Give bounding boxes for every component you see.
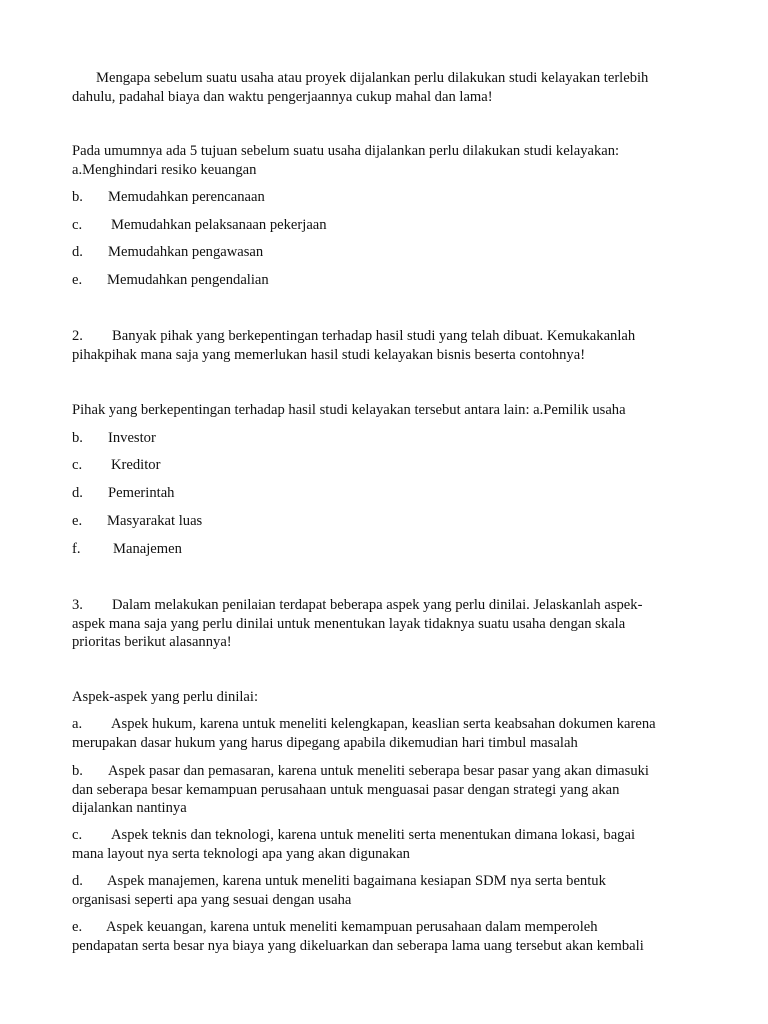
- list-text: Pemerintah: [108, 485, 175, 501]
- list-text: Manajemen: [113, 541, 182, 557]
- q3-answer-intro: Aspek-aspek yang perlu dinilai:: [72, 689, 259, 705]
- list-text: Masyarakat luas: [107, 513, 203, 529]
- aspect-first-line: Aspek pasar dan pemasaran, karena untuk meneliti seberapa besar pasar yang akan dimasuki: [108, 763, 649, 779]
- q3-question: [72, 596, 692, 652]
- list-label: b.: [72, 430, 83, 446]
- aspect-first-line: Aspek keuangan, karena untuk meneliti kemampuan perusahaan dalam memperoleh: [106, 919, 598, 935]
- aspect-continuation-line: organisasi seperti apa yang sesuai dengan usaha: [72, 891, 352, 908]
- list-label: e.: [72, 919, 83, 935]
- q3-aspect-item: [72, 715, 692, 752]
- aspect-first-line: Aspek hukum, karena untuk meneliti kelengkapan, keaslian serta keabsahan dokumen karena: [111, 716, 656, 732]
- q2-question: [72, 327, 692, 364]
- q3-aspect-item: [72, 762, 692, 818]
- list-text: Memudahkan pengendalian: [107, 272, 269, 288]
- aspect-first-line: Aspek teknis dan teknologi, karena untuk meneliti serta menentukan dimana lokasi, bagai: [111, 827, 636, 843]
- q2-list-item: [72, 484, 692, 503]
- q2-list-item: [72, 456, 692, 475]
- list-label: c.: [72, 217, 83, 233]
- q1-list-item: [72, 188, 692, 207]
- list-text: Memudahkan pengawasan: [108, 244, 264, 260]
- q1-answer-intro: [72, 142, 692, 179]
- q3-number: 3.: [72, 597, 83, 613]
- list-label: e.: [72, 513, 83, 529]
- list-text: Memudahkan pelaksanaan pekerjaan: [111, 217, 327, 233]
- q2-list-item: [72, 429, 692, 448]
- q3-aspect-item: [72, 918, 692, 955]
- list-text: Memudahkan perencanaan: [108, 189, 265, 205]
- q3-aspect-item: [72, 872, 692, 909]
- q1-question-line2: dahulu, padahal biaya dan waktu pengerjaannya cukup mahal dan lama!: [72, 88, 493, 105]
- aspect-continuation-line: dan seberapa besar kemampuan perusahaan untuk menguasai pasar dengan strategi yang akan: [72, 781, 620, 798]
- list-label: d.: [72, 244, 83, 260]
- q3-question-line1: Dalam melakukan penilaian terdapat beberapa aspek yang perlu dinilai. Jelaskanlah aspek-: [112, 597, 643, 613]
- q1-first-item: a.Menghindari resiko keuangan: [72, 161, 257, 178]
- list-text: Kreditor: [111, 457, 161, 473]
- q2-question-line1: Banyak pihak yang berkepentingan terhadap hasil studi yang telah dibuat. Kemukakanlah: [112, 328, 636, 344]
- list-label: d.: [72, 485, 83, 501]
- q2-list-item: [72, 540, 692, 559]
- list-label: a.: [72, 716, 83, 732]
- q3-question-line2: aspek mana saja yang perlu dinilai untuk menentukan layak tidaknya suatu usaha dengan skala: [72, 615, 626, 632]
- q1-list-item: [72, 216, 692, 235]
- list-label: d.: [72, 873, 83, 889]
- list-label: b.: [72, 763, 83, 779]
- q1-list-item: [72, 271, 692, 290]
- q2-number: 2.: [72, 328, 83, 344]
- q1-question: [72, 69, 692, 106]
- q1-intro: Pada umumnya ada 5 tujuan sebelum suatu usaha dijalankan perlu dilakukan studi kelayakan:: [72, 143, 620, 159]
- list-label: c.: [72, 457, 83, 473]
- q2-question-line2: pihakpihak mana saja yang memerlukan hasil studi kelayakan bisnis beserta contohnya!: [72, 346, 586, 363]
- list-label: e.: [72, 272, 83, 288]
- aspect-continuation-line: dijalankan nantinya: [72, 800, 187, 816]
- list-label: f.: [72, 541, 81, 557]
- q1-list-item: [72, 243, 692, 262]
- q1-question-line1: Mengapa sebelum suatu usaha atau proyek dijalankan perlu dilakukan studi kelayakan terlebih: [96, 70, 649, 86]
- list-text: Investor: [108, 430, 156, 446]
- q3-question-line3: prioritas berikut alasannya!: [72, 634, 232, 650]
- aspect-continuation-line: merupakan dasar hukum yang harus dipegang apabila dikemudian hari timbul masalah: [72, 734, 578, 751]
- aspect-continuation-line: pendapatan serta besar nya biaya yang dikeluarkan dan seberapa lama uang tersebut akan kembali: [72, 937, 644, 954]
- q3-aspect-item: [72, 826, 692, 863]
- list-label: b.: [72, 189, 83, 205]
- list-label: c.: [72, 827, 83, 843]
- aspect-first-line: Aspek manajemen, karena untuk meneliti bagaimana kesiapan SDM nya serta bentuk: [107, 873, 606, 889]
- q2-list-item: [72, 512, 692, 531]
- q2-answer-intro: Pihak yang berkepentingan terhadap hasil studi kelayakan tersebut antara lain: a.Pemilik usaha: [72, 402, 626, 418]
- aspect-continuation-line: mana layout nya serta teknologi apa yang akan digunakan: [72, 845, 410, 862]
